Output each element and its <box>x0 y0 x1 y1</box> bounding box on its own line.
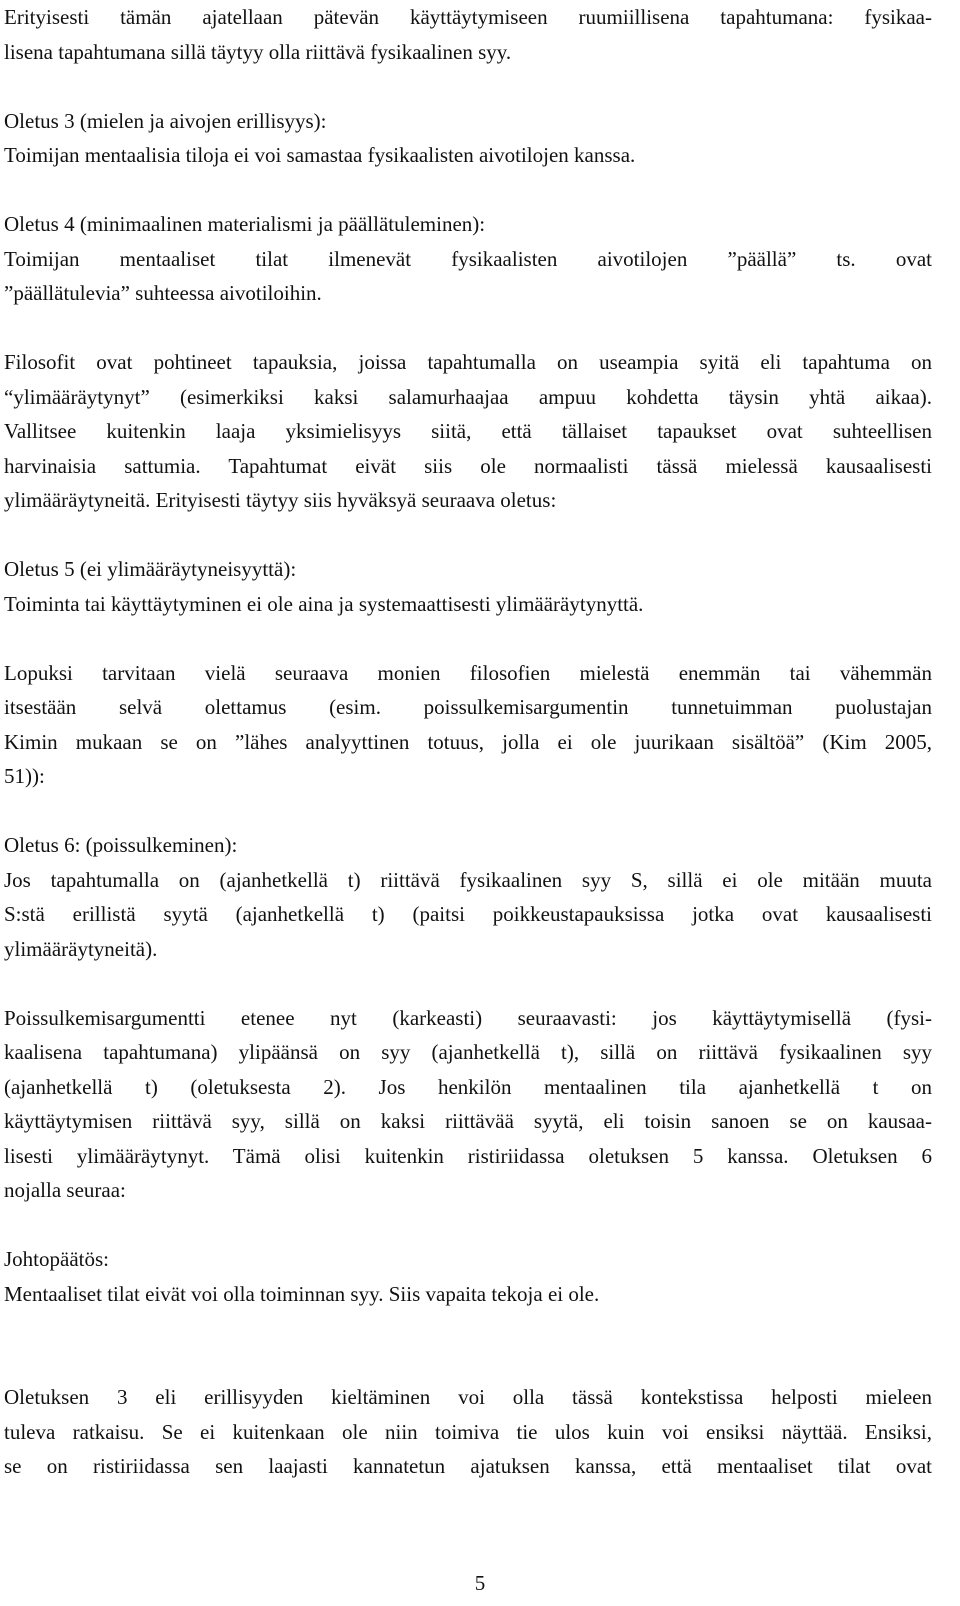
text-line: kaalisena tapahtumana) ylipäänsä on syy (ajanhetkellä t), sillä on riittävä fysikaalinen syy <box>4 1040 932 1064</box>
conclusion <box>4 1242 932 1311</box>
text-line: Oletuksen 3 eli erillisyyden kieltäminen voi olla tässä kontekstissa helposti mieleen <box>4 1385 932 1409</box>
assumption-heading: Oletus 4 (minimaalinen materialismi ja päällätuleminen): <box>4 212 486 236</box>
document-page <box>4 0 932 1484</box>
assumption-6 <box>4 828 932 966</box>
paragraph-finally <box>4 656 932 794</box>
text-line: S:stä erillistä syytä (ajanhetkellä t) (paitsi poikkeustapauksissa jotka ovat kausaalisesti <box>4 902 932 926</box>
text-line: harvinaisia sattumia. Tapahtumat eivät siis ole normaalisti tässä mielessä kausaalisesti <box>4 453 932 478</box>
text-line: se on ristiriidassa sen laajasti kannatetun ajatuksen kanssa, että mentaaliset tilat ovat <box>4 1454 932 1478</box>
text-line: itsestään selvä olettamus (esim. poissulkemisargumentin tunnetuimman puolustajan <box>4 695 932 719</box>
paragraph-exclusion-argument <box>4 1001 932 1208</box>
text-line: Toiminta tai käyttäytyminen ei ole aina ja systemaattisesti ylimääräytynyttä. <box>4 591 644 616</box>
text-line: Lopuksi tarvitaan vielä seuraava monien filosofien mielestä enemmän tai vähemmän <box>4 660 932 685</box>
text-line: 51)): <box>4 764 45 788</box>
text-line: ylimääräytyneitä. Erityisesti täytyy siis hyväksyä seuraava oletus: <box>4 488 557 512</box>
page-number: 5 <box>474 1571 486 1595</box>
assumption-heading: Oletus 5 (ei ylimääräytyneisyyttä): <box>4 557 297 581</box>
paragraph-philosophers <box>4 345 932 518</box>
assumption-5 <box>4 552 932 621</box>
text-line: ”päällätulevia” suhteessa aivotiloihin. <box>4 281 322 305</box>
text-line: ylimääräytyneitä). <box>4 936 158 961</box>
assumption-3 <box>4 104 932 173</box>
paragraph-assumption-3-denial <box>4 1380 932 1484</box>
assumption-heading: Oletus 3 (mielen ja aivojen erillisyys): <box>4 108 327 133</box>
text-line: (ajanhetkellä t) (oletuksesta 2). Jos henkilön mentaalinen tila ajanhetkellä t on <box>4 1074 932 1099</box>
text-line: tuleva ratkaisu. Se ei kuitenkaan ole niin toimiva tie ulos kuin voi ensiksi näyttää. Ensiksi, <box>4 1419 932 1444</box>
text-line: Vallitsee kuitenkin laaja yksimielisyys siitä, että tällaiset tapaukset ovat suhteellisen <box>4 419 932 443</box>
conclusion-heading: Johtopäätös: <box>4 1247 109 1271</box>
text-line: Filosofit ovat pohtineet tapauksia, joissa tapahtumalla on useampia syitä eli tapahtuma on <box>4 350 932 374</box>
text-line: Poissulkemisargumentti etenee nyt (karkeasti) seuraavasti: jos käyttäytymisellä (fysi- <box>4 1005 932 1030</box>
text-line: lisena tapahtumana sillä täytyy olla riittävä fysikaalinen syy. <box>4 39 512 64</box>
text-line: lisesti ylimääräytynyt. Tämä olisi kuitenkin ristiriidassa oletuksen 5 kanssa. Oletuksen 6 <box>4 1143 932 1168</box>
text-line: Erityisesti tämän ajatellaan pätevän käyttäytymiseen ruumiillisena tapahtumana: fysikaa- <box>4 5 932 29</box>
paragraph-intro <box>4 0 932 69</box>
text-line: “ylimääräytynyt” (esimerkiksi kaksi salamurhaajaa ampuu kohdetta täysin yhtä aikaa). <box>4 384 932 409</box>
text-line: Jos tapahtumalla on (ajanhetkellä t) riittävä fysikaalinen syy S, sillä ei ole mitään muuta <box>4 867 932 892</box>
assumption-heading: Oletus 6: (poissulkeminen): <box>4 833 238 857</box>
text-line: Toimijan mentaaliset tilat ilmenevät fysikaalisten aivotilojen ”päällä” ts. ovat <box>4 246 932 271</box>
text-line: käyttäytymisen riittävä syy, sillä on kaksi riittävää syytä, eli toisin sanoen se on kausaa- <box>4 1109 932 1133</box>
text-line: Kimin mukaan se on ”lähes analyyttinen totuus, jolla ei ole juurikaan sisältöä” (Kim 2005, <box>4 729 932 754</box>
text-line: nojalla seuraa: <box>4 1178 126 1202</box>
text-line: Toimijan mentaalisia tiloja ei voi samastaa fysikaalisten aivotilojen kanssa. <box>4 143 636 167</box>
assumption-4 <box>4 207 932 311</box>
text-line: Mentaaliset tilat eivät voi olla toiminnan syy. Siis vapaita tekoja ei ole. <box>4 1281 600 1306</box>
